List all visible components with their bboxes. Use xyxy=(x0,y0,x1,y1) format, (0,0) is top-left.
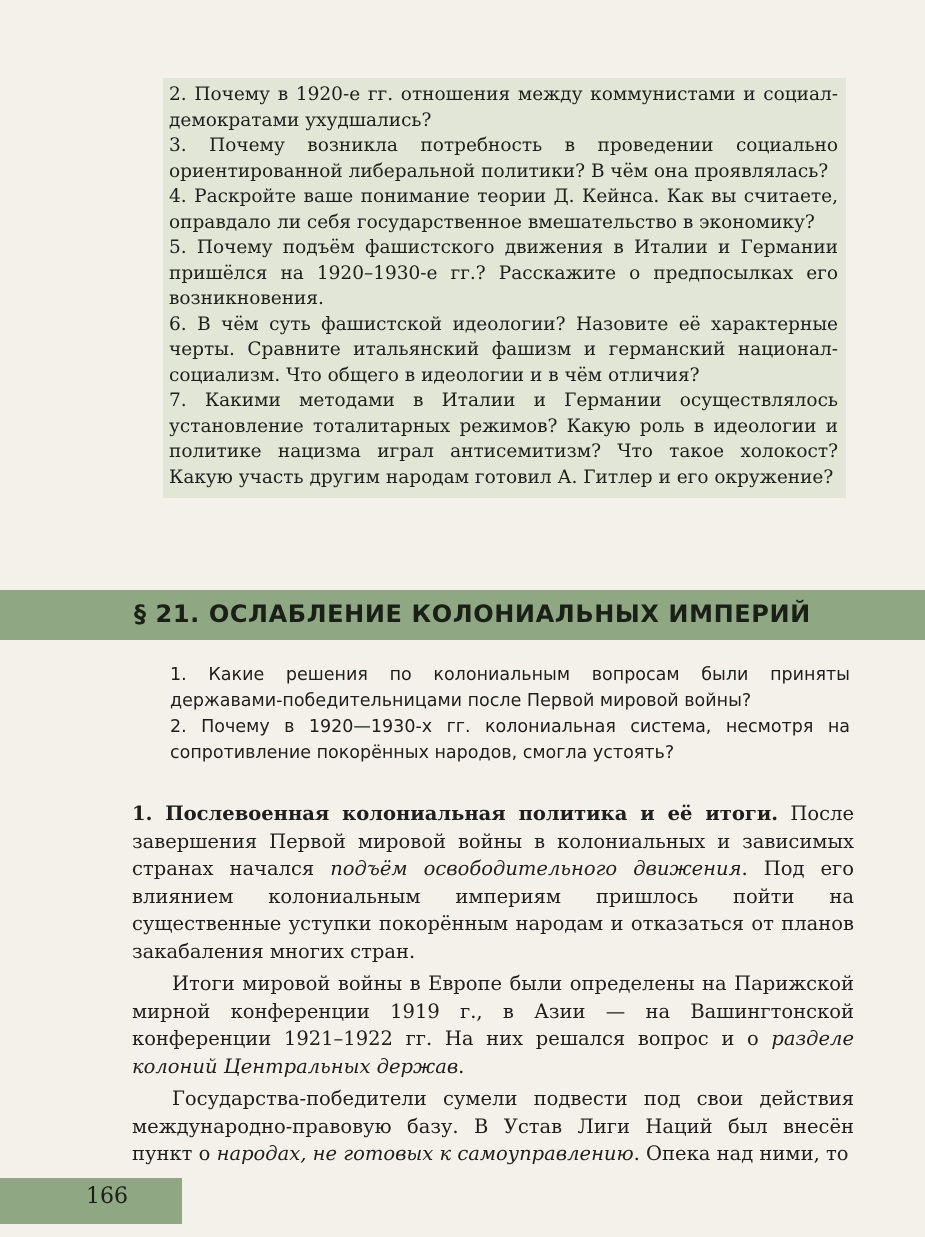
paragraph-1 xyxy=(132,800,854,965)
body-text xyxy=(132,800,854,1173)
paragraph-3-text-b: . Опека над ними, то xyxy=(633,1142,849,1165)
review-question-4: 4. Раскройте ваше понимание теории Д. Кейнса. Как вы считаете, оправдало ли себя государственное вмешательство в экономику? xyxy=(169,186,838,233)
intro-question-1: 1. Какие решения по колониальным вопросам были приняты державами-победительницами после Первой мировой войны? xyxy=(170,665,850,711)
review-question-7: 7. Какими методами в Италии и Германии осуществлялось установление тоталитарных режимов? Какую роль в идеологии и политике нацизма играл антисемитизм? Что такое холокост? Какую участь другим народам готовил А. Гитлер и его окружение? xyxy=(169,390,838,488)
review-question-3: 3. Почему возникла потребность в проведении социально ориентированной либеральной политики? В чём она проявлялась? xyxy=(169,135,838,182)
paragraph-1-text-b: . Под его влиянием колониальным империям пришлось пойти на существенные уступки покорённым народам и отказаться от планов закабаления многих стран. xyxy=(132,857,854,963)
review-question-2: 2. Почему в 1920-е гг. отношения между коммунистами и социал-демократами ухудшались? xyxy=(169,84,838,131)
paragraph-1-text-a: После завершения Первой мировой войны в колониальных и зависимых странах начался xyxy=(132,802,855,880)
section-heading: 1. Послевоенная колониальная политика и её итоги. xyxy=(132,802,779,825)
paragraph-3-italic: народах, не готовых к самоуправлению xyxy=(216,1142,634,1165)
paragraph-2-text-a: Итоги мировой войны в Европе были определены на Парижской мирной конференции 1919 г., в Азии — на Вашингтонской конференции 1921–1922 гг. На них решался вопрос и о xyxy=(132,972,854,1050)
paragraph-3 xyxy=(132,1085,854,1168)
paragraph-3-text-a: Государства-победители сумели подвести под свои действия международно-правовую базу. В Устав Лиги Наций был внесён пункт о xyxy=(132,1087,854,1165)
review-questions-block xyxy=(163,78,846,498)
paragraph-2-text-b: . xyxy=(458,1054,465,1078)
page-number: 166 xyxy=(86,1184,128,1209)
intro-questions xyxy=(170,662,850,766)
intro-question-2: 2. Почему в 1920—1930-х гг. колониальная система, несмотря на сопротивление покорённых народов, смогла устоять? xyxy=(170,717,850,763)
review-question-6: 6. В чём суть фашистской идеологии? Назовите её характерные черты. Сравните итальянский фашизм и германский национал-социализм. Что общего в идеологии и в чём отличия? xyxy=(169,313,838,386)
paragraph-1-italic: подъём освободительного движения xyxy=(330,857,742,880)
paragraph-2 xyxy=(132,970,854,1080)
review-question-5: 5. Почему подъём фашистского движения в Италии и Германии пришёлся на 1920–1930-е гг.? Расскажите о предпосылках его возникновения. xyxy=(169,237,838,309)
chapter-title: § 21. ОСЛАБЛЕНИЕ КОЛОНИАЛЬНЫХ ИМПЕРИЙ xyxy=(134,600,811,628)
paragraph-2-italic: разделе колоний Центральных держав xyxy=(132,1027,854,1078)
